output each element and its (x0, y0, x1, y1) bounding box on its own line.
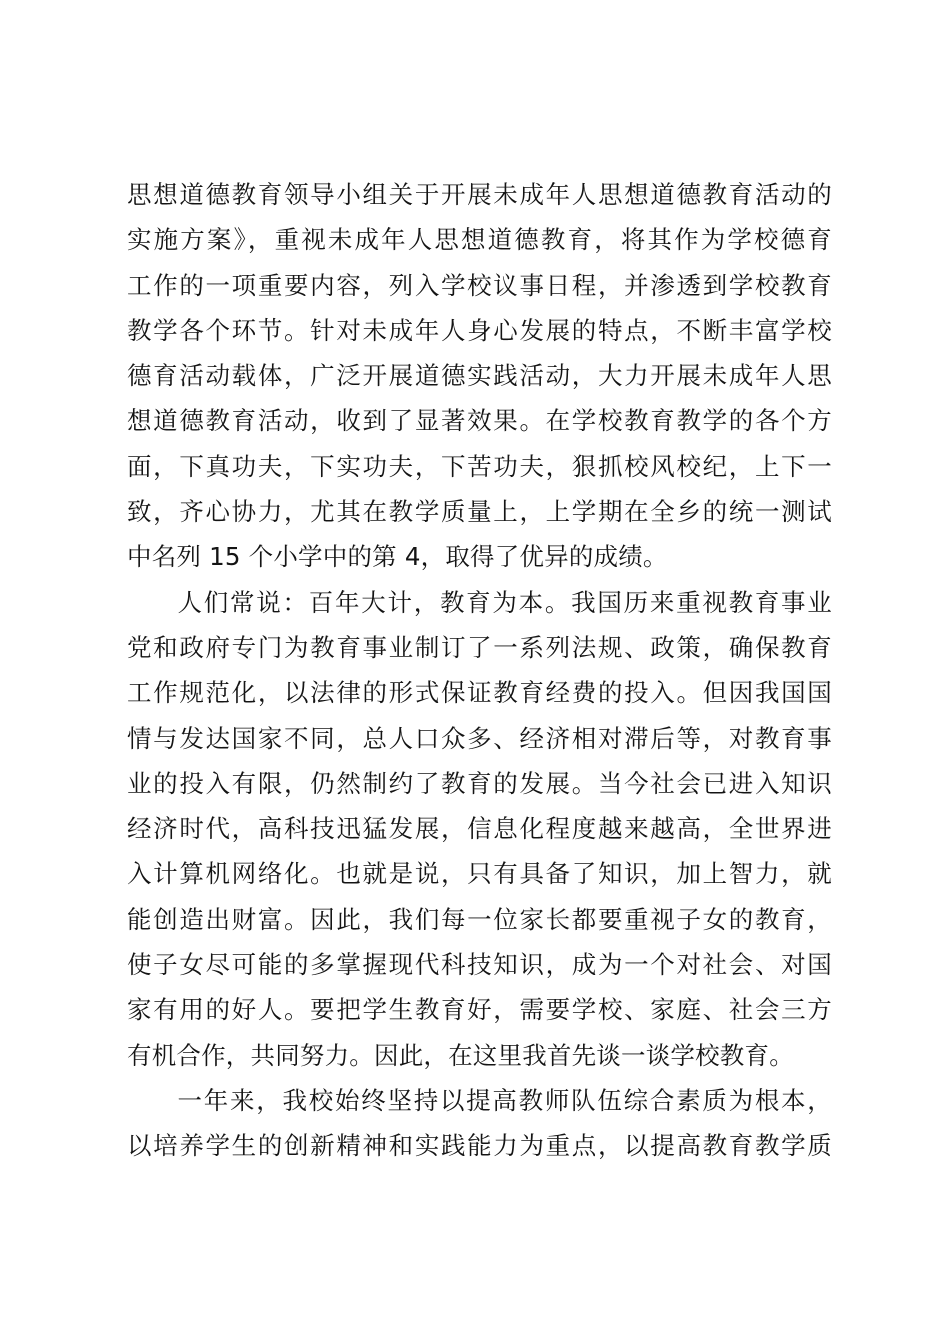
text-line: 情与发达国家不同，总人口众多、经济相对滞后等，对教育事 (127, 723, 832, 753)
body-text (127, 172, 832, 1169)
text-line: 党和政府专门为教育事业制订了一系列法规、政策，确保教育 (127, 632, 832, 662)
text-line: 有机合作，共同努力。因此，在这里我首先谈一谈学校教育。 (127, 1040, 794, 1070)
text-line: 德育活动载体，广泛开展道德实践活动，大力开展未成年人思 (127, 361, 832, 391)
text-line: 实施方案》，重视未成年人思想道德教育，将其作为学校德育 (127, 225, 832, 255)
text-line: 家有用的好人。要把学生教育好，需要学校、家庭、社会三方 (127, 995, 832, 1025)
paragraph-3 (127, 1078, 832, 1169)
text-line: 教学各个环节。针对未成年人身心发展的特点，不断丰富学校 (127, 315, 832, 345)
text-line: 使子女尽可能的多掌握现代科技知识，成为一个对社会、对国 (127, 950, 832, 980)
text-line: 致，齐心协力，尤其在教学质量上，上学期在全乡的统一测试 (127, 497, 832, 527)
text-line: 业的投入有限，仍然制约了教育的发展。当今社会已进入知识 (127, 768, 832, 798)
text-line-content: 人们常说：百年大计，教育为本。我国历来重视教育事业 (176, 587, 832, 617)
text-line: 入计算机网络化。也就是说，只有具备了知识，加上智力，就 (127, 859, 832, 889)
text-line: 工作规范化，以法律的形式保证教育经费的投入。但因我国国 (127, 678, 832, 708)
text-line-indented (127, 580, 832, 625)
paragraph-1 (127, 172, 832, 580)
text-line-indented (127, 1078, 832, 1123)
text-line: 想道德教育活动，收到了显著效果。在学校教育教学的各个方 (127, 406, 832, 436)
text-line: 经济时代，高科技迅猛发展，信息化程度越来越高，全世界进 (127, 814, 832, 844)
text-line: 面，下真功夫，下实功夫，下苦功夫，狠抓校风校纪，上下一 (127, 451, 832, 481)
paragraph-2 (127, 580, 832, 1078)
text-line: 思想道德教育领导小组关于开展未成年人思想道德教育活动的 (127, 180, 832, 209)
text-line: 工作的一项重要内容，列入学校议事日程，并渗透到学校教育 (127, 270, 832, 300)
text-line: 能创造出财富。因此，我们每一位家长都要重视子女的教育， (127, 904, 832, 934)
text-line: 中名列 15 个小学中的第 4，取得了优异的成绩。 (127, 542, 668, 572)
text-line-content: 一年来，我校始终坚持以提高教师队伍综合素质为根本， (176, 1085, 832, 1115)
text-line: 以培养学生的创新精神和实践能力为重点，以提高教育教学质 (127, 1131, 832, 1161)
